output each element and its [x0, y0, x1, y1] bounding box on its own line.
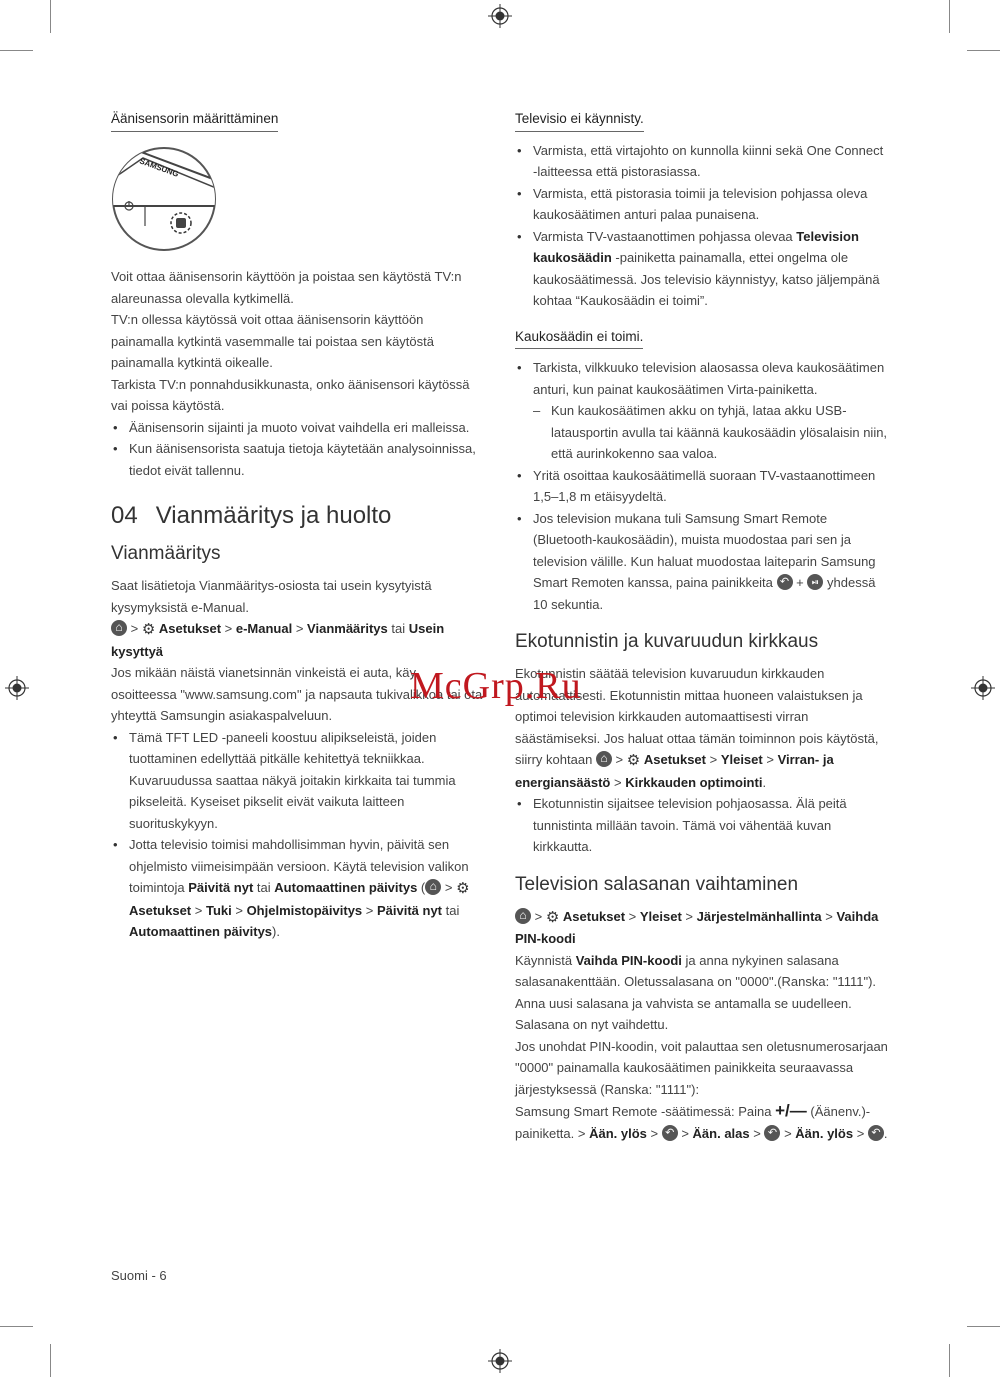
no-power-bullets [515, 140, 890, 312]
np3-text-end: -painiketta painamalla, ettei ongelma ole kaukosäätimessä. Jos televisio käynnistyy, katso jäljempänä kohtaa “Kaukosäädin ei toimi”. [533, 250, 880, 308]
pin-change-title: Television salasanan vaihtaminen [515, 873, 799, 895]
crop-mark [50, 1344, 51, 1377]
menu-path-troubleshoot: Vianmääritys [307, 621, 388, 636]
np3-text: Varmista TV-vastaanottimen pohjassa olevaa [533, 228, 793, 244]
crop-mark [967, 1326, 1000, 1327]
gear-icon: ⚙ [141, 621, 156, 638]
pin-text-end: ja anna nykyinen salasana salasanakenttään. Oletussalasana on "0000".(Ranska: "1111"). [515, 952, 877, 989]
auto-update-label: Automaattinen päivitys [129, 924, 273, 939]
eco-sensor-title: Ekotunnistin ja kuvaruudun kirkkaus [515, 631, 819, 652]
system-manager-label: Järjestelmänhallinta [696, 908, 822, 924]
vol-up-label: Ään. ylös [589, 1125, 647, 1141]
chapter-heading [111, 499, 483, 533]
samsung-logo: SAMSUNG [138, 155, 180, 179]
brightness-opt-label: Kirkkauden optimointi [625, 774, 763, 790]
pin-remote-text-2: (Äänenv.)-painiketta. > [515, 1104, 871, 1141]
list-item [515, 357, 890, 465]
general-label: Yleiset [639, 908, 682, 924]
registration-mark-icon [5, 676, 29, 700]
list-item: • Varmista, että pistorasia toimii ja television pohjassa oleva kaukosäätimen anturi palaa punaisena. [515, 183, 890, 226]
power-energy-label: Virran- ja energiansäästö [515, 752, 834, 790]
crop-mark [949, 1344, 950, 1377]
volume-key-symbol: +/— [775, 1101, 807, 1120]
support-paragraph: Jos mikään näistä vianetsinnän vinkeistä ei auta, käy osoitteessa "www.samsung.com" ja napsauta tukivalikkoa tai ota yhteyttä Samsungin asiakaspalveluun. [111, 665, 483, 723]
return-button-icon [662, 1125, 678, 1141]
list-item: • Ekotunnistin sijaitsee television pohjaosassa. Älä peitä tunnistinta millään tavoin. Tämä voi vähentää kuvan kirkkautta. [515, 793, 890, 858]
home-icon [425, 879, 441, 895]
troubleshoot-intro: Saat lisätietoja Vianmääritys-osiosta tai usein kysytyistä kysymyksistä e-Manual. [111, 578, 432, 615]
menu-path: ⌂ > ⚙ Asetukset > e-Manual > Vianmääritys tai Usein kysyttyä [111, 618, 483, 662]
chapter-title: Vianmääritys ja huolto [155, 502, 392, 529]
return-button-icon [777, 574, 793, 590]
list-item [515, 508, 890, 616]
list-item: • Kun äänisensorista saatuja tietoja käytetään analysoinnissa, tiedot eivät tallennu. [111, 438, 483, 481]
list-item: • Äänisensorin sijainti ja muoto voivat vaihdella eri malleissa. [111, 417, 483, 439]
sensor-paragraph-2: TV:n ollessa käytössä voit ottaa äänisensorin käyttöön painamalla kytkintä vasemmalle tai poistaa sen käytöstä painamalla kytkintä oikealle. [111, 312, 434, 370]
auto-update-label: Automaattinen päivitys [274, 880, 418, 895]
return-button-icon [764, 1125, 780, 1141]
registration-mark-icon [488, 1349, 512, 1373]
list-item: • Jotta televisio toimisi mahdollisimman hyvin, päivitä sen ohjelmisto viimeisimpään versioon. Käytä television valikon toimintoja Päivitä nyt tai Automaattinen päivitys (⌂ > ⚙ Asetukset > Tuki > Ohjelmistopäivitys > Päivitä nyt tai Automaattinen päivitys). [111, 834, 483, 943]
or-text: tai [445, 902, 460, 918]
right-column [515, 108, 890, 1144]
software-update-label: Ohjelmistopäivitys [246, 902, 363, 918]
change-pin-label: Vaihda PIN-koodi [575, 952, 682, 968]
list-item [515, 226, 890, 312]
return-button-icon [868, 1125, 884, 1141]
no-power-heading: Televisio ei käynnisty. [515, 108, 644, 132]
settings-label: Asetukset [129, 902, 192, 918]
update-text: Jotta televisio toimisi mahdollisimman hyvin, päivitä sen ohjelmisto viimeisimpään versioon. Käytä television valikon toimintoja [129, 837, 469, 895]
remote-heading: Kaukosäädin ei toimi. [515, 326, 643, 350]
eco-text: Ekotunnistin säätää television kuvaruudun kirkkauden automaattisesti. Ekotunnistin mittaa huoneen valaistuksen ja optimoi television kirkkauden automaattisesti virran säästämiseksi. Jos haluat ottaa tämän toiminnon pois käytöstä, siirry kohtaan [515, 666, 879, 767]
crop-mark [0, 1326, 33, 1327]
troubleshoot-bullets [111, 727, 483, 943]
pin-text: Käynnistä [515, 952, 573, 968]
update-now-label: Päivitä nyt [188, 880, 254, 895]
play-pause-button-icon [807, 574, 823, 590]
crop-mark [50, 0, 51, 33]
tv-controller-label: Television kaukosäädin [533, 228, 859, 265]
home-icon [596, 751, 612, 767]
update-now-label: Päivitä nyt [376, 902, 443, 918]
list-item: • Yritä osoittaa kaukosäätimellä suoraan TV-vastaanottimeen 1,5–1,8 m etäisyydeltä. [515, 465, 890, 508]
crop-mark [949, 0, 950, 33]
sensor-paragraph-1: Voit ottaa äänisensorin käyttöön ja poistaa sen käytöstä TV:n alareunassa olevalla kytkimellä. [111, 269, 462, 306]
page-footer: Suomi - 6 [111, 1268, 167, 1283]
home-icon [111, 620, 127, 636]
registration-mark-icon [488, 4, 512, 28]
sensor-bullets [111, 417, 483, 482]
pairing-text-end: yhdessä 10 sekuntia. [533, 575, 876, 612]
change-pin-label: Vaihda PIN-koodi [515, 908, 879, 946]
pin-paragraph-1 [515, 950, 890, 993]
or-text: tai [256, 880, 271, 895]
gear-icon: ⚙ [545, 908, 560, 926]
remote-bullets [515, 357, 890, 615]
pin-paragraph-3: Jos unohdat PIN-koodin, voit palauttaa sen oletusnumerosarjaan "0000" painamalla kaukosäätimen painikkeita seuraavassa järjestyksessä (Ranska: "1111"): [515, 1038, 888, 1097]
menu-path-settings: Asetukset [158, 621, 222, 636]
crop-mark [967, 50, 1000, 51]
list-item: • Tämä TFT LED -paneeli koostuu alipikseleistä, joiden tuottaminen edellyttää pitkälle kehitettyä tekniikkaa. Kuvaruudussa saattaa näkyä joitakin kirkkaita tai tummia pikseleitä. Kyseiset pikselit eivät vaikuta laitteen suorituskykyyn. [111, 727, 483, 835]
pin-remote-text: Samsung Smart Remote -säätimessä: Paina [515, 1104, 772, 1119]
left-column [111, 108, 483, 943]
pin-paragraph-4: Samsung Smart Remote -säätimessä: Paina +/— (Äänenv.)-painiketta. > Ään. ylös > ↶ > Ään. alas > ↶ > Ään. ylös > ↶. [515, 1100, 890, 1144]
remote-check-text: Tarkista, vilkkuuko television alaosassa oleva kaukosäätimen anturi, kun painat kaukosäätimen Virta-painiketta. [533, 360, 885, 397]
menu-path-or: tai [391, 621, 406, 636]
sound-sensor-illustration [111, 146, 483, 259]
pin-paragraph-2: Anna uusi salasana ja vahvista se antamalla se uudelleen. Salasana on nyt vaihdettu. [515, 995, 852, 1032]
menu-path-faq: Usein kysyttyä [111, 621, 445, 659]
general-label: Yleiset [720, 752, 763, 767]
gear-icon: ⚙ [626, 752, 641, 769]
settings-label: Asetukset [562, 908, 626, 924]
list-item: • Varmista, että virtajohto on kunnolla kiinni sekä One Connect -laitteessa että pistorasiassa. [515, 140, 890, 183]
list-item: – Kun kaukosäätimen akku on tyhjä, lataa akku USB-latausportin avulla tai käännä kaukosäädin ylösalaisin niin, että aurinkokenno saa valoa. [533, 400, 890, 465]
eco-bullets [515, 793, 890, 858]
pin-menu-path: ⌂ > ⚙ Asetukset > Yleiset > Järjestelmänhallinta > Vaihda PIN-koodi [515, 906, 890, 950]
eco-paragraph: Ekotunnistin säätää television kuvaruudun kirkkauden automaattisesti. Ekotunnistin mittaa huoneen valaistuksen ja optimoi television kirkkauden automaattisesti virran säästämiseksi. Jos haluat ottaa tämän toiminnon pois käytöstä, siirry kohtaan ⌂ > ⚙ Asetukset > Yleiset > Virran- ja energiansäästö > Kirkkauden optimointi. [515, 663, 890, 793]
sensor-paragraph-3: Tarkista TV:n ponnahdusikkunasta, onko äänisensori käytössä vai poissa käytöstä. [111, 376, 470, 413]
vol-down-label: Ään. alas [692, 1125, 750, 1141]
vol-up-label: Ään. ylös [795, 1125, 854, 1141]
plus-sign: + [796, 575, 804, 590]
support-label: Tuki [205, 902, 232, 918]
gear-icon: ⚙ [456, 880, 470, 897]
settings-label: Asetukset [643, 752, 706, 767]
remote-sublist [533, 400, 890, 465]
watermark: McGrp.Ru [410, 665, 582, 707]
menu-path-emanual: e-Manual [235, 621, 293, 636]
home-icon [515, 908, 531, 924]
crop-mark [0, 50, 33, 51]
chapter-number: 04 [111, 502, 138, 529]
sensor-heading: Äänisensorin määrittäminen [111, 108, 278, 132]
registration-mark-icon [971, 676, 995, 700]
section-title: Vianmääritys [111, 543, 221, 564]
pairing-text: Jos television mukana tuli Samsung Smart Remote (Bluetooth-kaukosäädin), muista muodostaa pari sen ja television välille. Kun haluat muodostaa laiteparin Samsung Smart Remoten kanssa, paina painikkeita [533, 510, 876, 590]
